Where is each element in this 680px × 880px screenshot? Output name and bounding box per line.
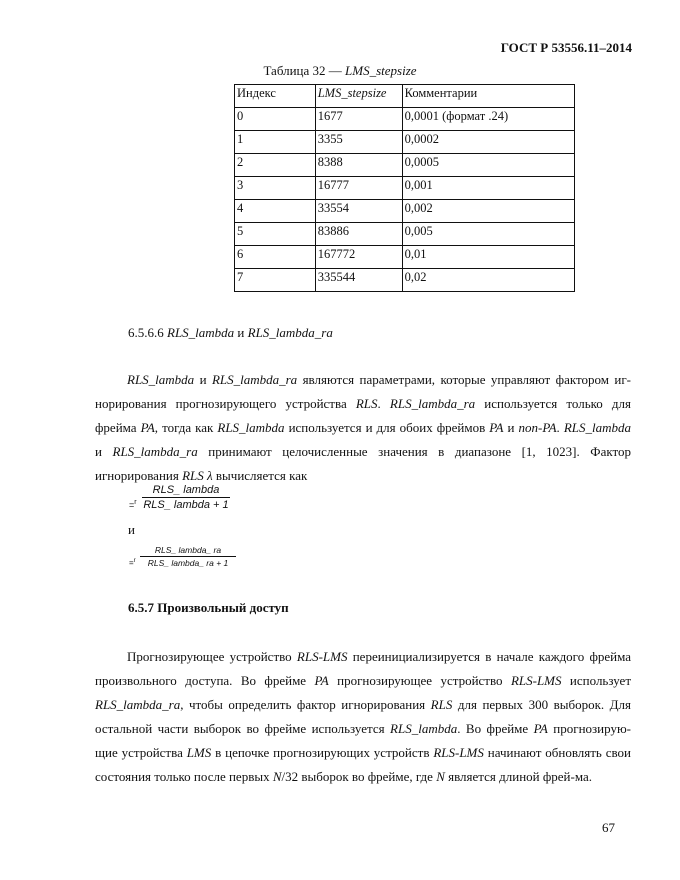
cell-stepsize: 16777: [315, 177, 402, 200]
header-comments: Комментарии: [402, 85, 574, 108]
cell-index: 5: [235, 223, 316, 246]
section-heading-6-5-6-6: 6.5.6.6 RLS_lambda и RLS_lambda_ra: [128, 325, 333, 340]
header-lms-stepsize: LMS_stepsize: [315, 85, 402, 108]
table-caption-name: LMS_stepsize: [345, 63, 417, 78]
cell-stepsize: 3355: [315, 131, 402, 154]
cell-comment: 0,01: [402, 246, 574, 269]
formula-lhs: =$^r$: [129, 558, 136, 568]
formula-numerator: RLS_ lambda: [152, 484, 220, 496]
header-index: Индекс: [235, 85, 316, 108]
cell-comment: 0,002: [402, 200, 574, 223]
cell-stepsize: 8388: [315, 154, 402, 177]
cell-index: 7: [235, 269, 316, 292]
table-header-row: [235, 85, 575, 108]
fraction-bar: [140, 556, 236, 557]
cell-stepsize: 335544: [315, 269, 402, 292]
page-number: 67: [602, 820, 615, 835]
formula-lhs: =$^r$: [129, 499, 137, 510]
cell-comment: 0,0002: [402, 131, 574, 154]
table-row: [235, 177, 575, 200]
formula-denominator: RLS_ lambda_ ra + 1: [147, 558, 229, 568]
table-row: [235, 200, 575, 223]
cell-stepsize: 167772: [315, 246, 402, 269]
formula-fraction: [142, 484, 230, 511]
table-row: [235, 131, 575, 154]
formula-numerator: RLS_ lambda_ ra: [154, 545, 222, 555]
formula-denominator: RLS_ lambda + 1: [143, 499, 229, 511]
cell-comment: 0,0005: [402, 154, 574, 177]
cell-index: 4: [235, 200, 316, 223]
table-row: [235, 246, 575, 269]
cell-index: 0: [235, 108, 316, 131]
cell-index: 6: [235, 246, 316, 269]
cell-index: 3: [235, 177, 316, 200]
cell-stepsize: 1677: [315, 108, 402, 131]
cell-comment: 0,001: [402, 177, 574, 200]
conjunction-and: и: [128, 522, 135, 537]
section-heading-6-5-7: 6.5.7 Произвольный доступ: [128, 600, 289, 615]
cell-comment: 0,0001 (формат .24): [402, 108, 574, 131]
cell-stepsize: 33554: [315, 200, 402, 223]
formula-fraction: [140, 545, 236, 568]
cell-index: 1: [235, 131, 316, 154]
cell-index: 2: [235, 154, 316, 177]
table-caption-prefix: Таблица 32 —: [263, 63, 342, 78]
lms-stepsize-table: [234, 84, 575, 292]
cell-comment: 0,005: [402, 223, 574, 246]
table-row: [235, 154, 575, 177]
cell-comment: 0,02: [402, 269, 574, 292]
paragraph-random-access: Прогнозирующее устройство RLS-LMS переинициализируется в начале каждого фрейма произвольного доступа. Во фрейме PA прогнозирующее устройство RLS-LMS использует RLS_lambda_ra, чтобы определить фактор игнорирования RLS для первых 300 выборок. Для остальной части выборок во фрейме используется RLS_lambda. Во фрейме PA прогнозирую-щие устройства LMS в цепочке прогнозирующих устройств RLS-LMS начинают обновлять свои состояния только после первых N/32 выборок во фрейме, где N является длиной фрей-ма.: [95, 649, 632, 784]
cell-stepsize: 83886: [315, 223, 402, 246]
table-row: [235, 223, 575, 246]
fraction-bar: [142, 497, 230, 498]
paragraph-rls-lambda: RLS_lambda и RLS_lambda_ra являются параметрами, которые управляют фактором иг-норирования прогнозирующего устройства RLS. RLS_lambda_ra используется только для фрейма PA, тогда как RLS_lambda используется и для обоих фреймов PA и non-PA. RLS_lambda и RLS_lambda_ra принимают целочисленные значения в диапазоне [1, 1023]. Фактор игнорирования RLS λ вычисляется как: [95, 372, 632, 483]
table-row: [235, 269, 575, 292]
table-row: [235, 108, 575, 131]
document-standard-number: ГОСТ Р 53556.11–2014: [500, 40, 632, 55]
table-caption: [0, 63, 680, 79]
